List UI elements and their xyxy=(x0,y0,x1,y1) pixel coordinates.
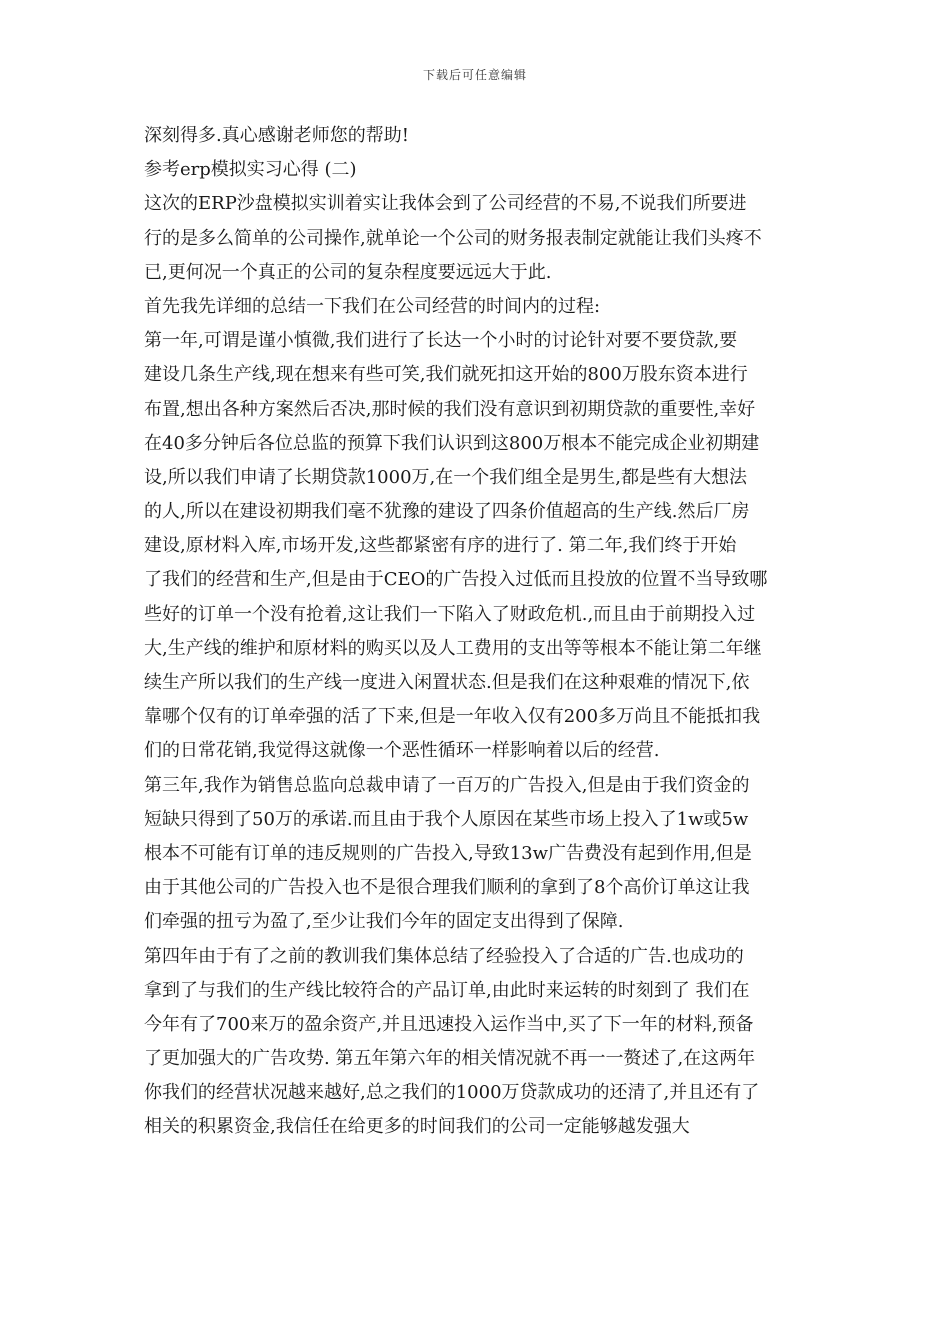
text-line: 建设几条生产线,现在想来有些可笑,我们就死扣这开始的800万股东资本进行 xyxy=(144,364,748,386)
text-line: 了我们的经营和生产,但是由于CEO的广告投入过低而且投放的位置不当导致哪 xyxy=(144,569,768,591)
text-line: 续生产所以我们的生产线一度进入闲置状态.但是我们在这种艰难的情况下,依 xyxy=(144,672,750,693)
text-line: 靠哪个仅有的订单牵强的活了下来,但是一年收入仅有200多万尚且不能抵扣我 xyxy=(144,706,761,728)
text-line: 你我们的经营状况越来越好,总之我们的1000万贷款成功的还清了,并且还有了 xyxy=(144,1082,760,1104)
text-line: 的人,所以在建设初期我们毫不犹豫的建设了四条价值超高的生产线.然后厂房 xyxy=(144,501,750,523)
text-line: 们牵强的扭亏为盈了,至少让我们今年的固定支出得到了保障. xyxy=(144,911,624,933)
text-line: 这次的ERP沙盘模拟实训着实让我体会到了公司经营的不易,不说我们所要进 xyxy=(144,193,747,215)
text-line: 相关的积累资金,我信任在给更多的时间我们的公司一定能够越发强大 xyxy=(144,1116,690,1138)
text-line: 设,所以我们申请了长期贷款1000万,在一个我们组全是男生,都是些有大想法 xyxy=(144,466,747,488)
text-line: 建设,原材料入库,市场开发,这些都紧密有序的进行了. 第二年,我们终于开始 xyxy=(144,535,737,557)
text-line: 拿到了与我们的生产线比较符合的产品订单,由此时来运转的时刻到了 我们在 xyxy=(144,979,750,1001)
text-line: 短缺只得到了50万的承诺.而且由于我个人原因在某些市场上投入了1w或5w xyxy=(144,808,749,830)
text-line: 已,更何况一个真正的公司的复杂程度要远远大于此. xyxy=(144,261,552,283)
text-line: 今年有了700来万的盈余资产,并且迅速投入运作当中,买了下一年的材料,预备 xyxy=(144,1013,754,1035)
text-line: 大,生产线的维护和原材料的购买以及人工费用的支出等等根本不能让第二年继 xyxy=(144,637,762,659)
text-line: 些好的订单一个没有抢着,这让我们一下陷入了财政危机.,而且由于前期投入过 xyxy=(144,603,756,625)
text-line: 第一年,可谓是谨小慎微,我们进行了长达一个小时的讨论针对要不要贷款,要 xyxy=(144,330,738,352)
text-line: 第四年由于有了之前的教训我们集体总结了经验投入了合适的广告.也成功的 xyxy=(144,945,744,967)
text-line: 在40多分钟后各位总监的预算下我们认识到这800万根本不能完成企业初期建 xyxy=(144,432,760,454)
text-line: 行的是多么简单的公司操作,就单论一个公司的财务报表制定就能让我们头疼不 xyxy=(144,227,762,249)
text-line: 深刻得多.真心感谢老师您的帮助! xyxy=(144,125,409,146)
page-header: 下载后可任意编辑 xyxy=(422,68,527,82)
text-line: 们的日常花销,我觉得这就像一个恶性循环一样影响着以后的经营. xyxy=(144,740,660,762)
text-line: 由于其他公司的广告投入也不是很合理我们顺利的拿到了8个高价订单这让我 xyxy=(144,877,750,899)
text-line: 布置,想出各种方案然后否决,那时候的我们没有意识到初期贷款的重要性,幸好 xyxy=(144,398,756,420)
text-line: 第三年,我作为销售总监向总裁申请了一百万的广告投入,但是由于我们资金的 xyxy=(144,774,750,796)
text-line: 根本不可能有订单的违反规则的广告投入,导致13w广告费没有起到作用,但是 xyxy=(144,842,752,864)
section-heading: 参考erp模拟实习心得 (二) xyxy=(144,159,357,181)
text-line: 首先我先详细的总结一下我们在公司经营的时间内的过程: xyxy=(144,295,601,317)
document-body xyxy=(144,119,812,1145)
text-line: 了更加强大的广告攻势. 第五年第六年的相关情况就不再一一赘述了,在这两年 xyxy=(144,1048,756,1070)
